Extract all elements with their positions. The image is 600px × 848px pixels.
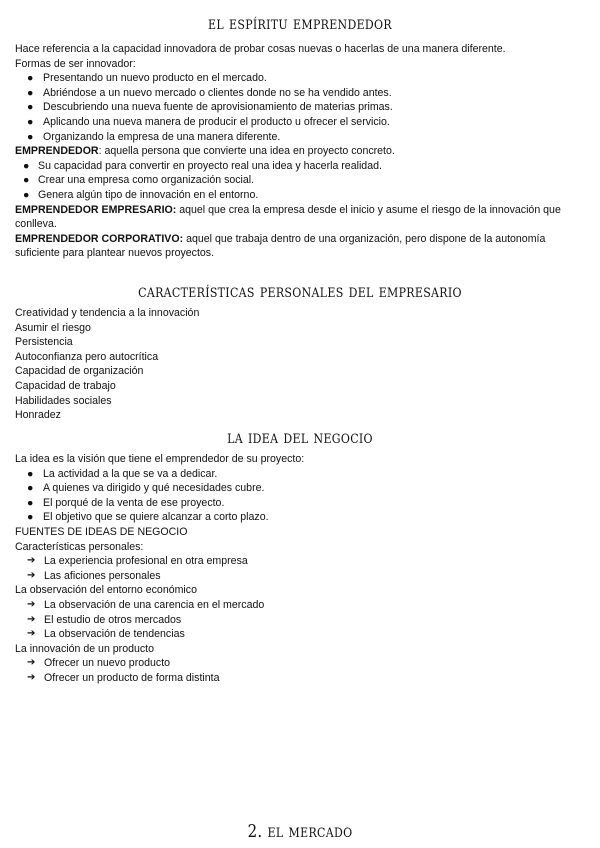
bullet-icon: ●	[23, 174, 30, 187]
list-item: ● El objetivo que se quiere alcanzar a corto plazo.	[27, 511, 269, 524]
list-item: ● Abriéndose a un nuevo mercado o clientes donde no se ha vendido antes.	[27, 86, 392, 99]
group-label: Características personales:	[15, 540, 144, 553]
heading-caracteristicas: características personales del empresario	[138, 280, 462, 302]
list-item: ➔ Ofrecer un nuevo producto	[27, 657, 171, 670]
group-label: La innovación de un producto	[15, 642, 155, 655]
bullet-icon: ●	[27, 482, 34, 495]
term-corporativo: EMPRENDEDOR CORPORATIVO:	[15, 232, 184, 245]
list-item: ➔ El estudio de otros mercados	[27, 613, 182, 626]
arrow-right-icon: ➔	[27, 555, 36, 567]
section-caracteristicas	[15, 306, 587, 423]
list-item: ➔ Ofrecer un producto de forma distinta	[27, 671, 220, 684]
list-item: ● Presentando un nuevo producto en el mercado.	[27, 72, 267, 85]
list-item: Capacidad de organización	[15, 365, 144, 378]
heading-idea-negocio: la idea del negocio	[227, 426, 373, 448]
arrow-right-icon: ➔	[27, 671, 36, 683]
list-item: ● Genera algún tipo de innovación en el entorno.	[23, 188, 259, 201]
bullet-icon: ●	[27, 115, 34, 128]
arrow-right-icon: ➔	[27, 569, 36, 581]
list-item: ➔ La observación de tendencias	[27, 628, 185, 641]
arrow-right-icon: ➔	[27, 657, 36, 669]
intro-paragraph: Hace referencia a la capacidad innovadora de probar cosas nuevas o hacerlas de una manera diferente.	[15, 43, 506, 55]
list-item: Habilidades sociales	[15, 394, 112, 407]
definition-empresario: EMPRENDEDOR EMPRESARIO: aquel que crea la empresa desde el inicio y asume el riesgo de la innovación que conlleva.	[15, 203, 561, 231]
term-empresario: EMPRENDEDOR EMPRESARIO:	[15, 203, 177, 216]
list-item: ● Organizando la empresa de una manera diferente.	[27, 130, 281, 143]
definition-corporativo: EMPRENDEDOR CORPORATIVO: aquel que trabaja dentro de una organización, pero dispone de la autonomía suficiente para plantear nuevos proyectos.	[15, 232, 546, 260]
idea-intro: La idea es la visión que tiene el emprendedor de su proyecto:	[15, 453, 305, 465]
list-item: Creatividad y tendencia a la innovación	[15, 307, 200, 319]
list-item: Autoconfianza pero autocrítica	[15, 350, 159, 363]
heading-mercado: 2. el mercado	[247, 820, 353, 842]
list-item: ➔ La observación de una carencia en el mercado	[27, 598, 265, 611]
section-espiritu-emprendedor	[15, 42, 587, 261]
list-item: Capacidad de trabajo	[15, 379, 116, 392]
fuentes-heading: FUENTES DE IDEAS DE NEGOCIO	[15, 525, 188, 538]
list-item: Honradez	[15, 409, 61, 422]
bullet-icon: ●	[27, 72, 34, 85]
arrow-right-icon: ➔	[27, 598, 36, 610]
arrow-right-icon: ➔	[27, 613, 36, 625]
bullet-icon: ●	[23, 159, 30, 172]
formas-label: Formas de ser innovador:	[15, 57, 136, 70]
bullet-icon: ●	[27, 101, 34, 114]
list-item: Asumir el riesgo	[15, 321, 91, 334]
list-item: ● El porqué de la venta de ese proyecto.	[27, 496, 225, 509]
list-item: Persistencia	[15, 336, 73, 349]
heading-espiritu-emprendedor: el espíritu emprendedor	[208, 12, 392, 34]
group-label: La observación del entorno económico	[15, 584, 197, 597]
bullet-icon: ●	[27, 86, 34, 99]
list-item: ● Aplicando una nueva manera de producir el producto u ofrecer el servicio.	[27, 115, 390, 128]
list-item: ● La actividad a la que se va a dedicar.	[27, 467, 218, 480]
arrow-right-icon: ➔	[27, 628, 36, 640]
bullet-icon: ●	[27, 511, 34, 524]
bullet-icon: ●	[27, 467, 34, 480]
list-item: ● Crear una empresa como organización social.	[23, 174, 255, 187]
definition-emprendedor: EMPRENDEDOR: aquella persona que convierte una idea en proyecto concreto.	[15, 145, 395, 158]
list-item: ➔ Las aficiones personales	[27, 569, 161, 582]
bullet-icon: ●	[27, 496, 34, 509]
bullet-icon: ●	[23, 188, 30, 201]
list-item: ● Descubriendo una nueva fuente de aprovisionamiento de materias primas.	[27, 101, 393, 114]
list-item: ● Su capacidad para convertir en proyecto real una idea y hacerla realidad.	[23, 159, 382, 172]
list-item: ➔ La experiencia profesional en otra empresa	[27, 555, 248, 568]
section-idea-negocio	[15, 452, 587, 686]
list-item: ● A quienes va dirigido y qué necesidades cubre.	[27, 482, 265, 495]
term-emprendedor: EMPRENDEDOR	[15, 145, 99, 158]
bullet-icon: ●	[27, 130, 34, 143]
